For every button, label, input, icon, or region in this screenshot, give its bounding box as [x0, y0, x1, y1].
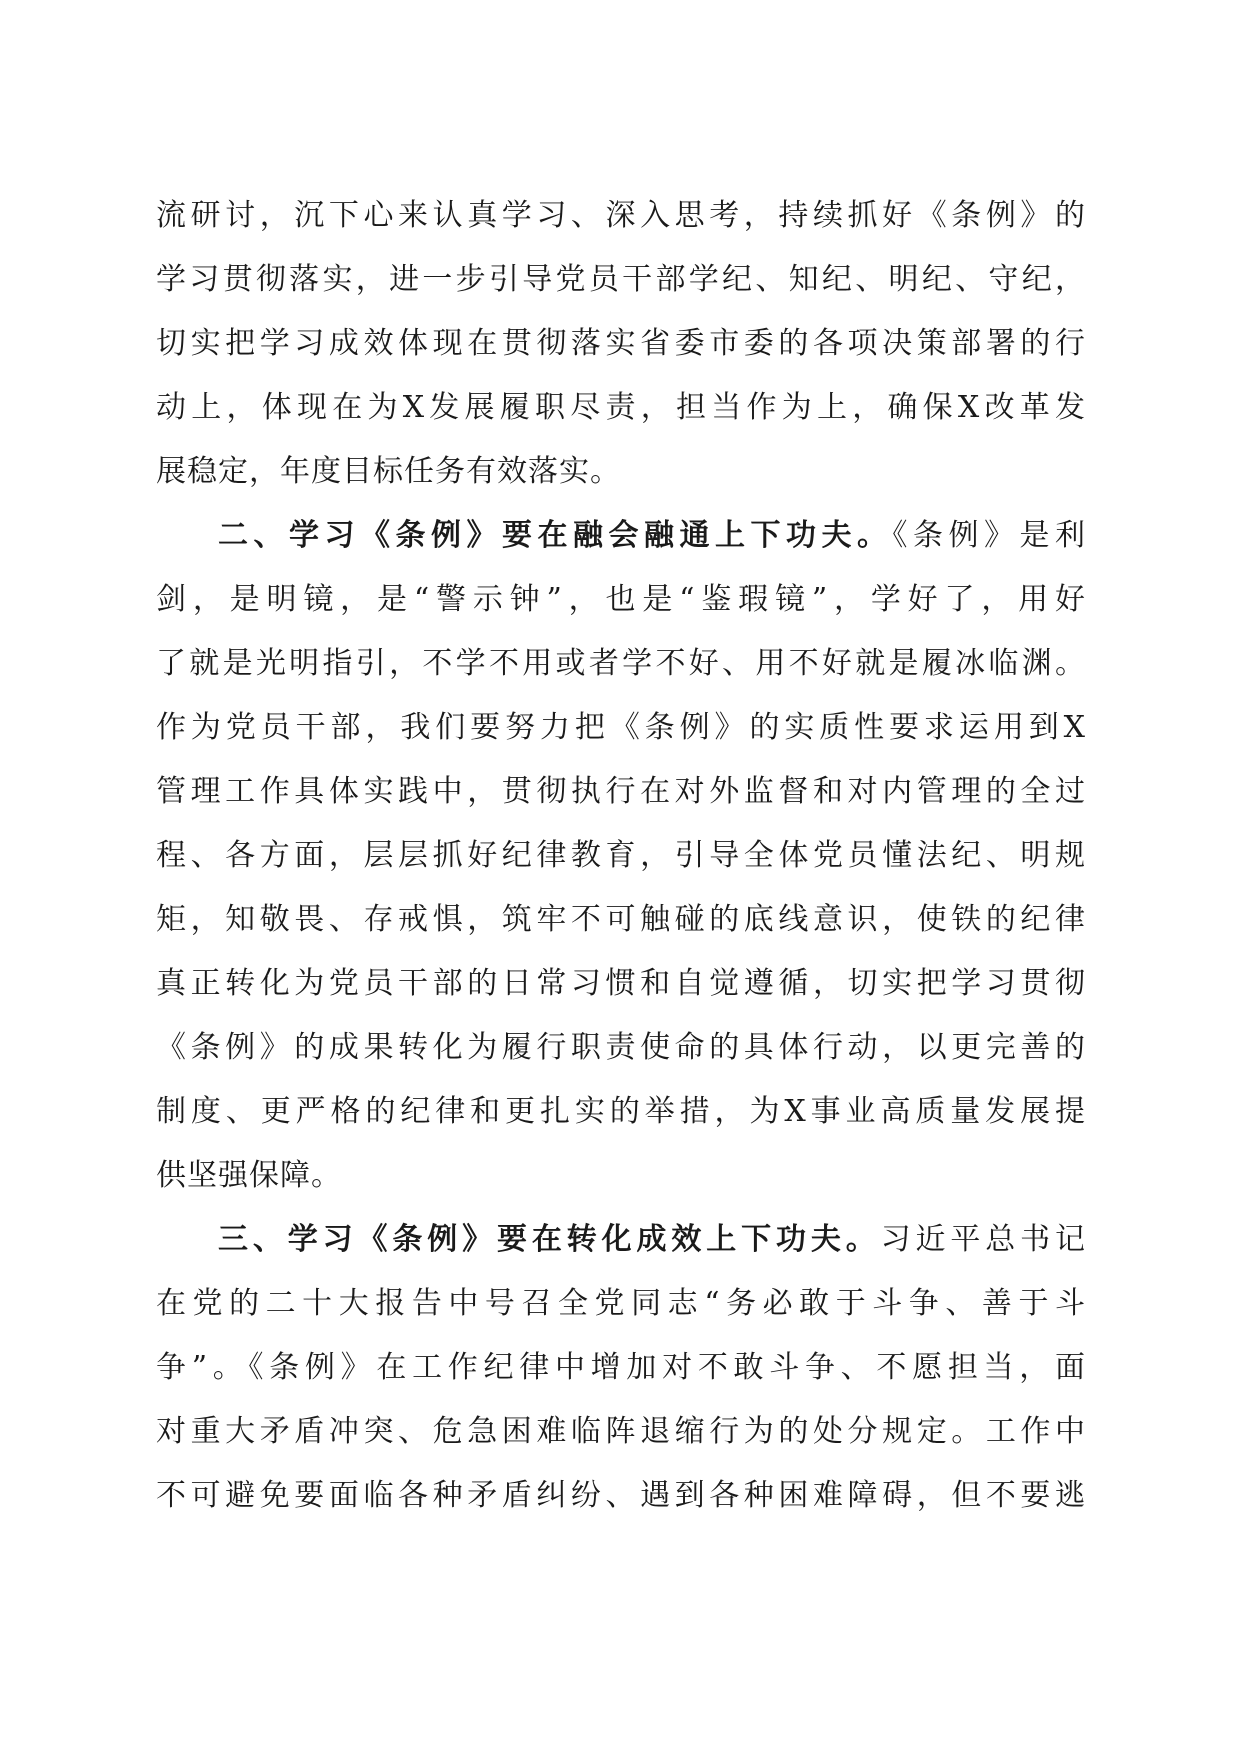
text-line: 流研讨，沉下心来认真学习、深入思考，持续抓好《条例》的	[156, 198, 1086, 233]
section-heading: 二、学习《条例》要在融会融通上下功夫。	[218, 518, 893, 553]
section-heading: 三、学习《条例》要在转化成效上下功夫。	[218, 1222, 881, 1257]
text-line: 争”。《条例》在工作纪律中增加对不敢斗争、不愿担当，面	[156, 1350, 1086, 1385]
text-line: 真正转化为党员干部的日常习惯和自觉遵循，切实把学习贯彻	[156, 966, 1086, 1001]
text-line: 了就是光明指引，不学不用或者学不好、用不好就是履冰临渊。	[156, 646, 1086, 681]
text-line: 在党的二十大报告中号召全党同志“务必敢于斗争、善于斗	[156, 1286, 1086, 1321]
text-line	[156, 1208, 1086, 1272]
text-line: 作为党员干部，我们要努力把《条例》的实质性要求运用到X	[156, 710, 1086, 745]
text-line: 展稳定，年度目标任务有效落实。	[156, 454, 621, 489]
text-line: 程、各方面，层层抓好纪律教育，引导全体党员懂法纪、明规	[156, 838, 1086, 873]
paragraph-3	[156, 1208, 1086, 1528]
text-line: 供坚强保障。	[156, 1158, 342, 1193]
text-line: 《条例》的成果转化为履行职责使命的具体行动，以更完善的	[156, 1030, 1086, 1065]
text-line: 矩，知敬畏、存戒惧，筑牢不可触碰的底线意识，使铁的纪律	[156, 902, 1086, 937]
text-line: 制度、更严格的纪律和更扎实的举措，为X事业高质量发展提	[156, 1094, 1086, 1129]
text-line: 学习贯彻落实，进一步引导党员干部学纪、知纪、明纪、守纪，	[156, 262, 1086, 297]
text-line: 切实把学习成效体现在贯彻落实省委市委的各项决策部署的行	[156, 326, 1086, 361]
document-body	[156, 184, 1086, 1528]
text-span: 《条例》是利	[892, 518, 1086, 553]
text-line: 不可避免要面临各种矛盾纠纷、遇到各种困难障碍，但不要逃	[156, 1478, 1086, 1513]
text-span: 习近平总书记	[880, 1222, 1086, 1257]
text-line: 动上，体现在为X发展履职尽责，担当作为上，确保X改革发	[156, 390, 1086, 425]
paragraph-1	[156, 184, 1086, 504]
text-line: 管理工作具体实践中，贯彻执行在对外监督和对内管理的全过	[156, 774, 1086, 809]
paragraph-2	[156, 504, 1086, 1208]
text-line: 对重大矛盾冲突、危急困难临阵退缩行为的处分规定。工作中	[156, 1414, 1086, 1449]
text-line: 剑，是明镜，是“警示钟”，也是“鉴瑕镜”，学好了，用好	[156, 582, 1086, 617]
text-line	[156, 504, 1086, 568]
